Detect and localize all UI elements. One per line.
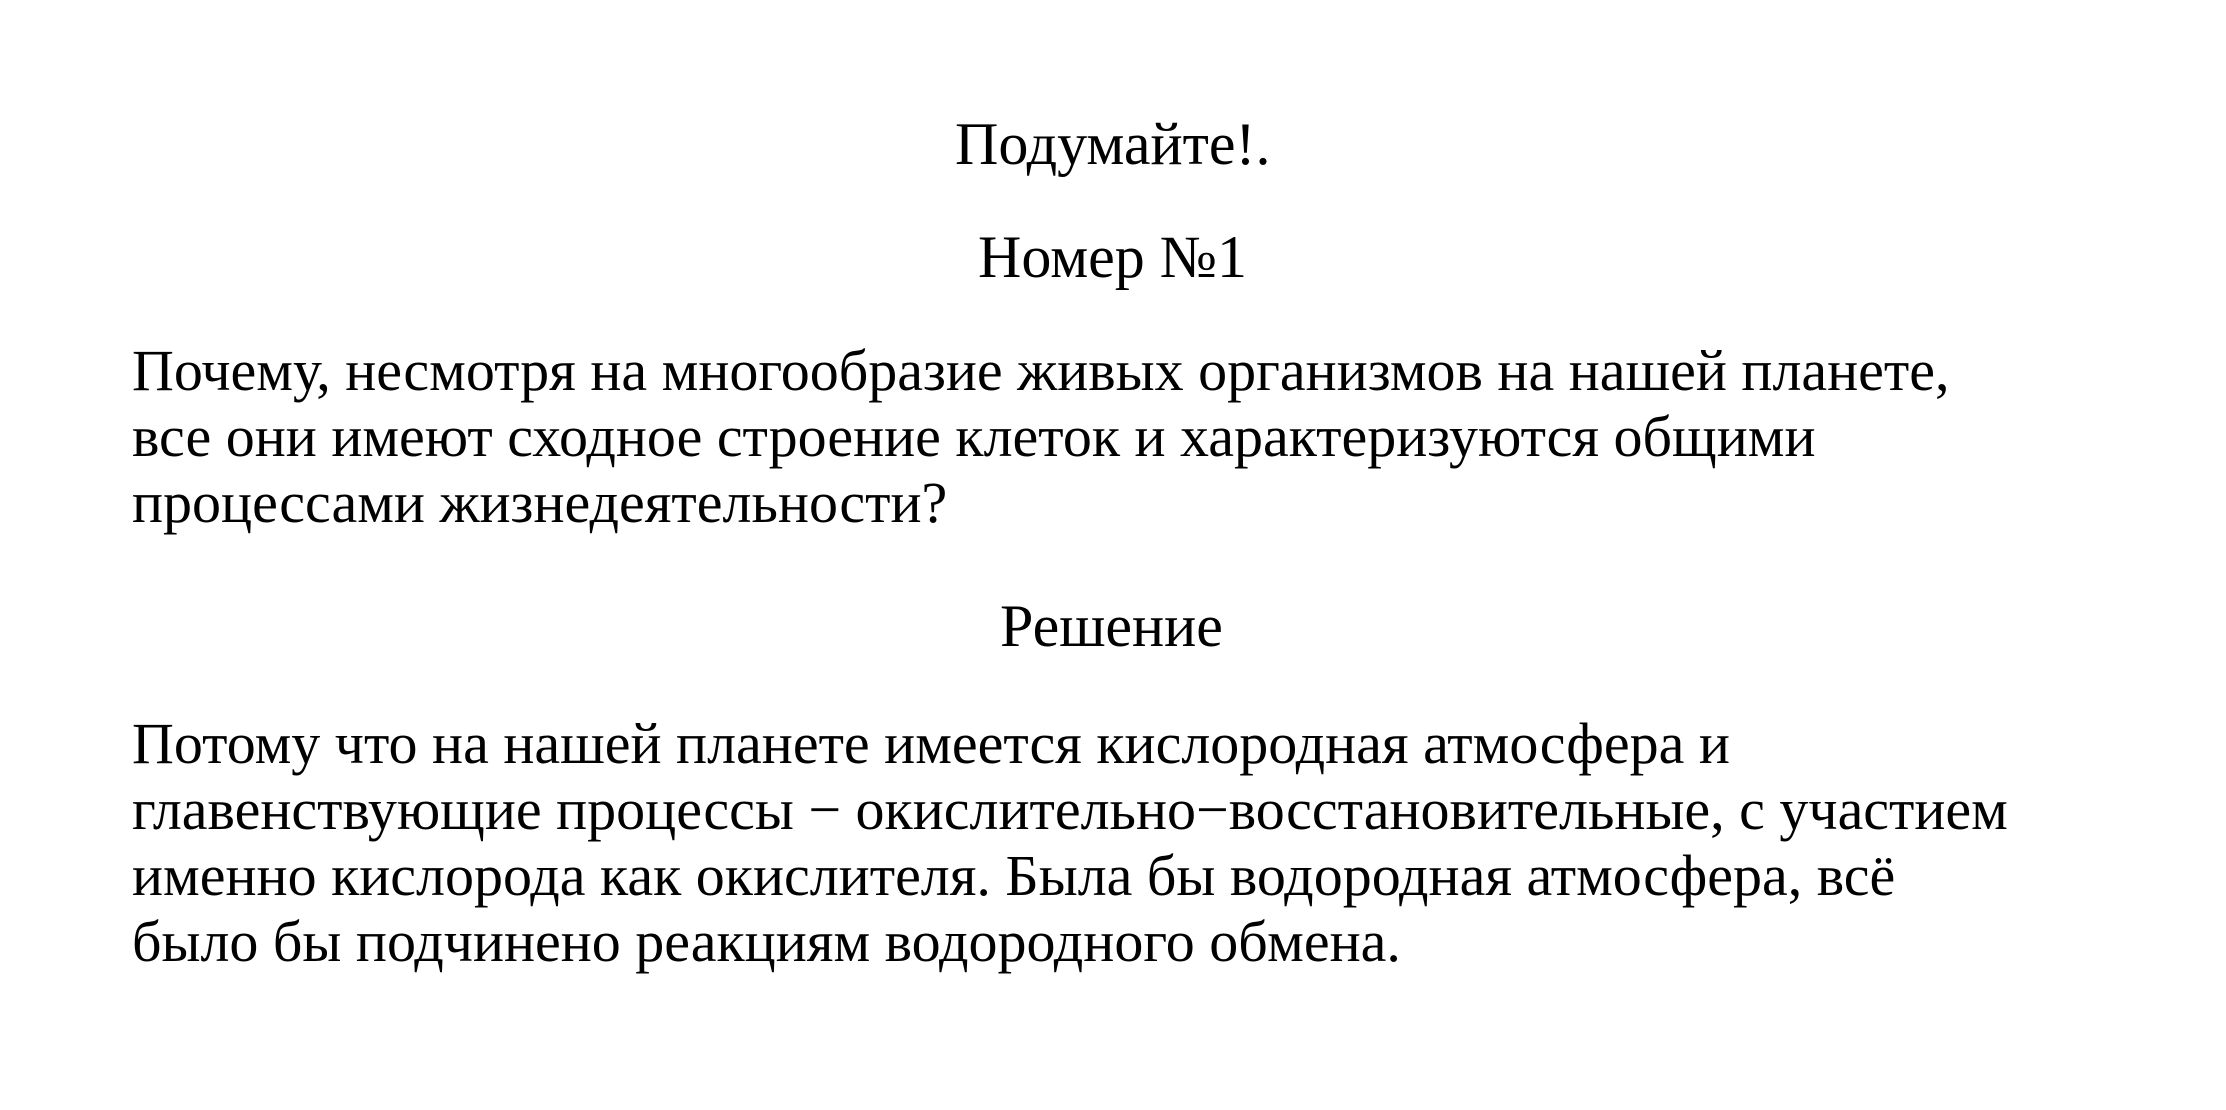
solution-title: Решение <box>1000 593 1223 659</box>
page-heading: Подумайте!. <box>955 111 1271 177</box>
question-line: процессами жизнедеятельности? <box>132 470 948 535</box>
answer-line: Потому что на нашей планете имеется кислородная атмосфера и <box>132 711 1730 776</box>
answer-line: главенствующие процессы − окислительно−восстановительные, с участием <box>132 777 2008 842</box>
answer-line: именно кислорода как окислителя. Была бы водородная атмосфера, всё <box>132 843 1896 908</box>
question-line: все они имеют сходное строение клеток и характеризуются общими <box>132 404 1816 469</box>
answer-line: было бы подчинено реакциям водородного обмена. <box>132 909 1401 974</box>
task-number: Номер №1 <box>978 224 1248 290</box>
question-line: Почему, несмотря на многообразие живых организмов на нашей планете, <box>132 338 1950 403</box>
